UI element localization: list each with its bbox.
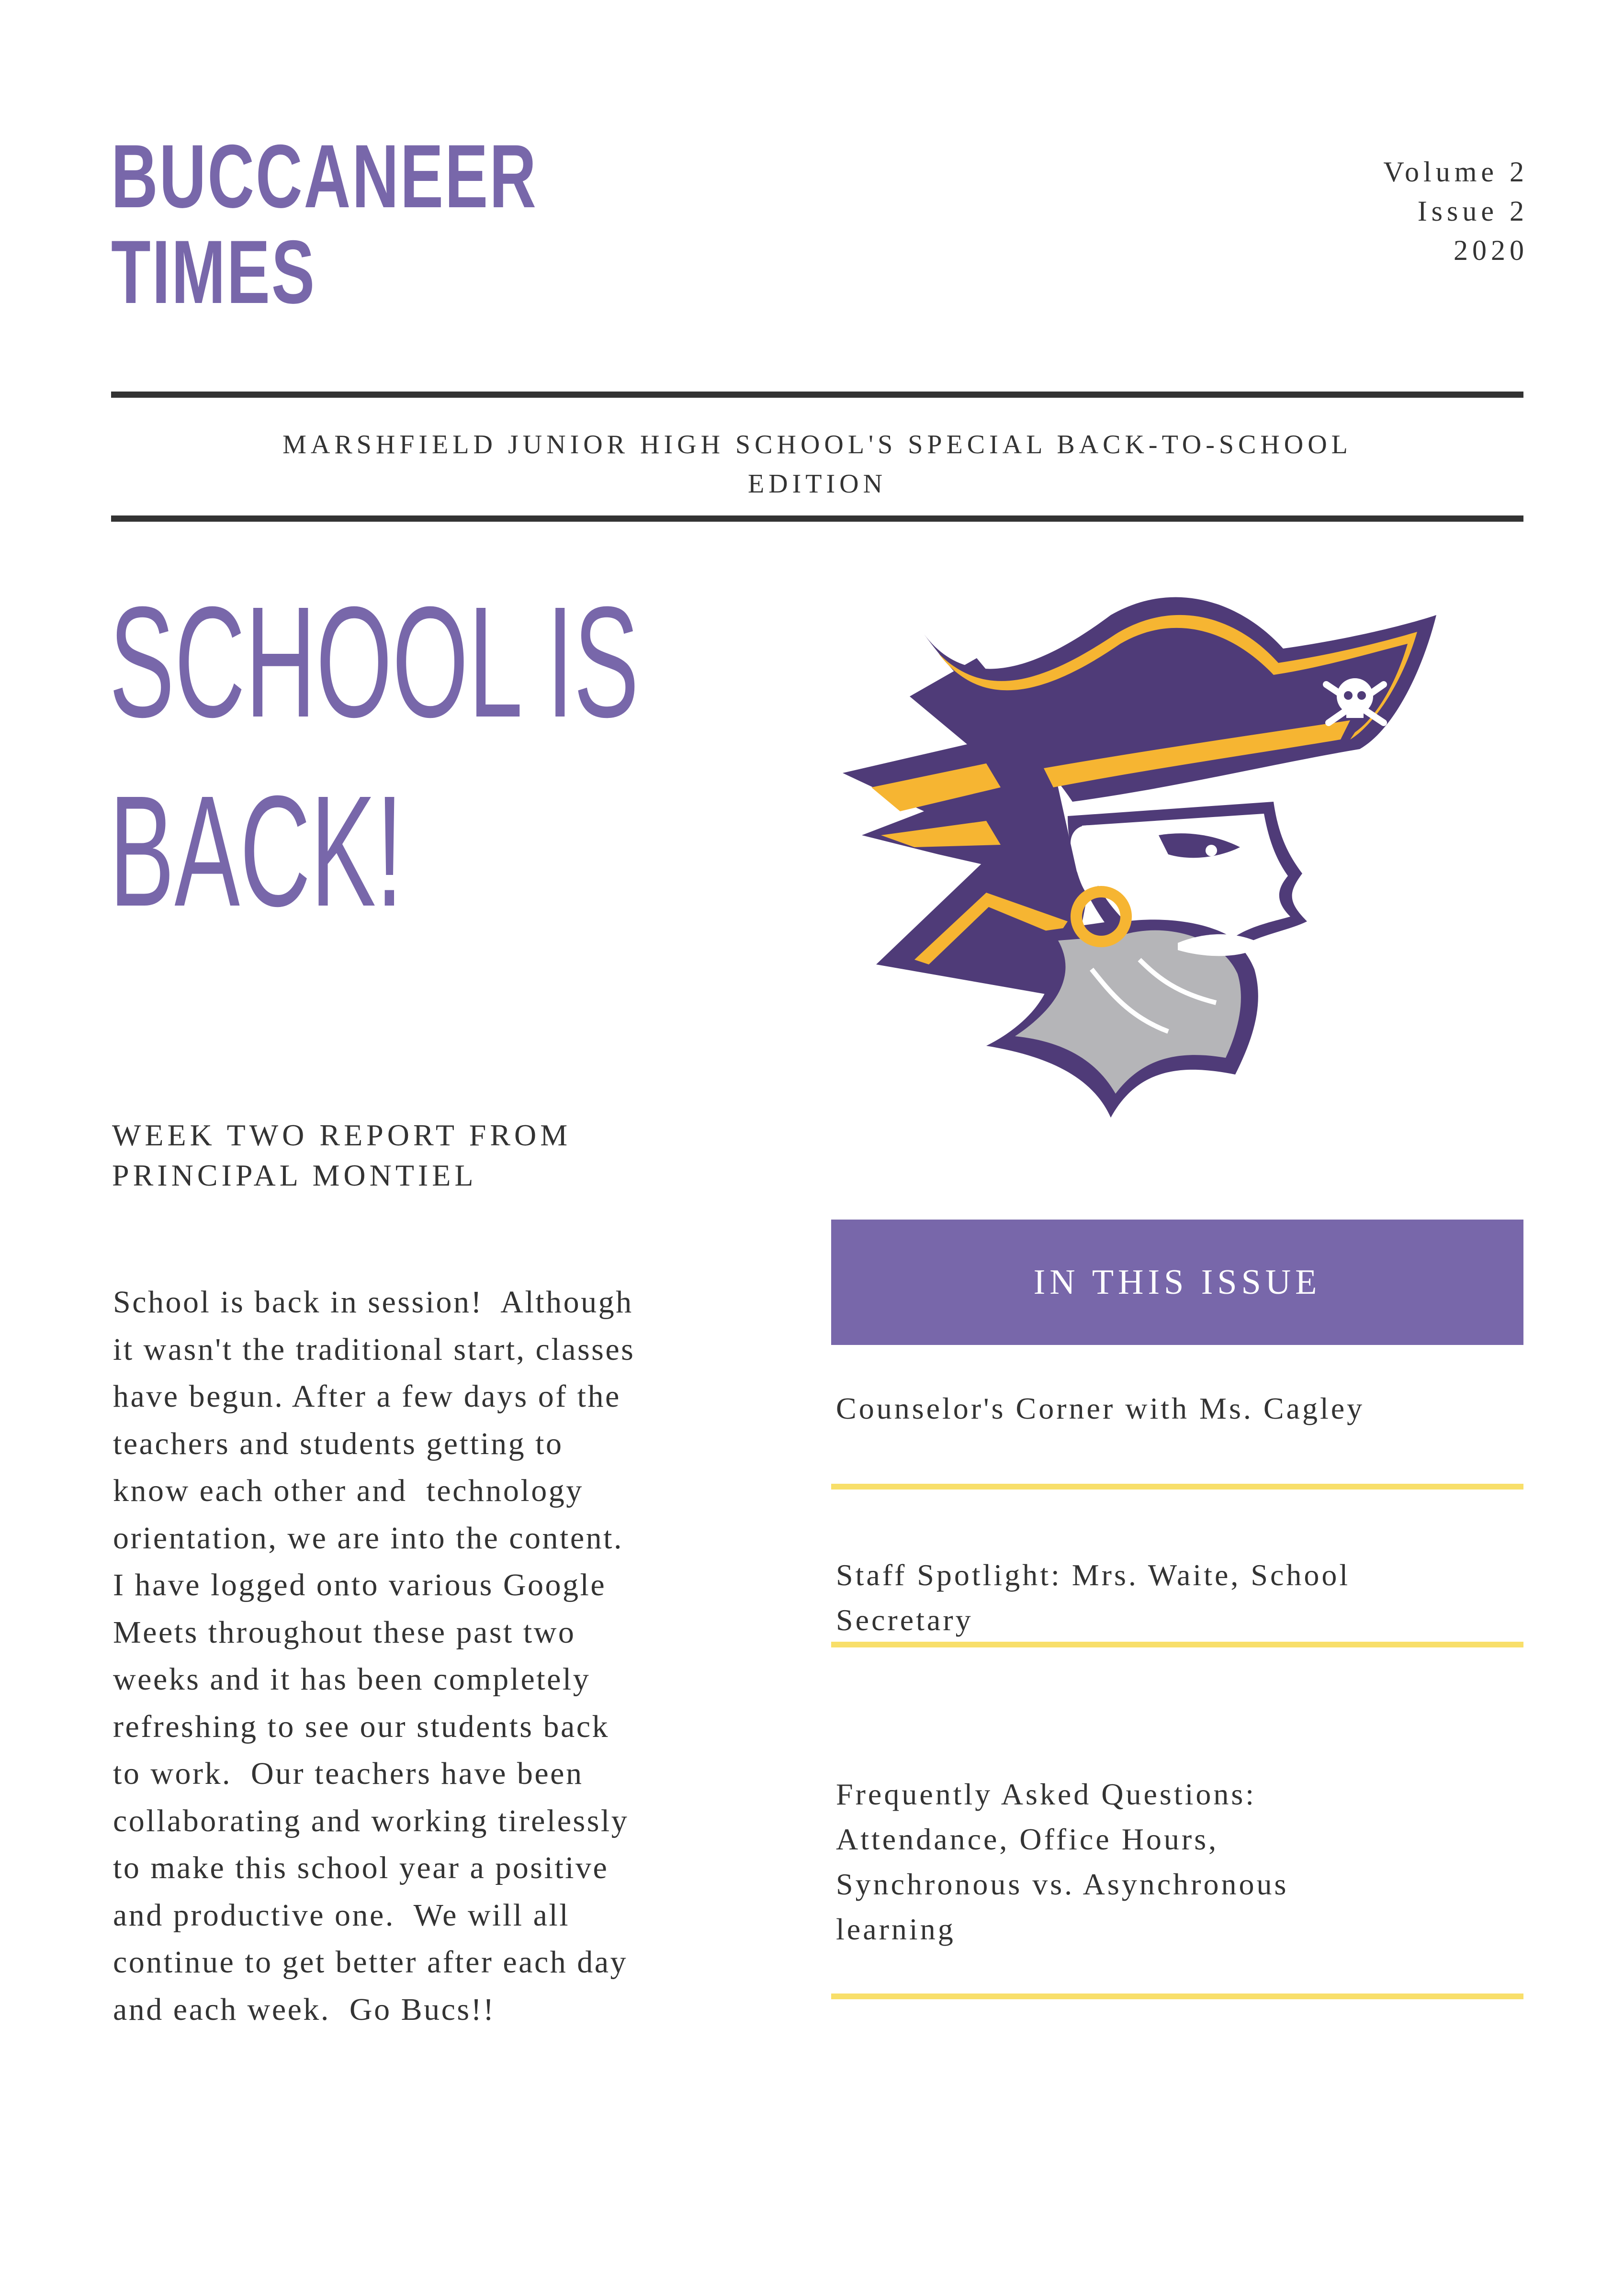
subhead-line: WEEK TWO REPORT FROM xyxy=(112,1118,572,1152)
issue-label: Issue 2 xyxy=(1417,195,1528,227)
volume-label: Volume 2 xyxy=(1383,156,1528,188)
edition-banner xyxy=(111,425,1523,504)
toc-divider xyxy=(831,1484,1523,1490)
body-line: have begun. After a few days of the xyxy=(113,1379,621,1414)
toc-item-faq xyxy=(836,1772,1516,1952)
body-line: collaborating and working tirelessly xyxy=(113,1803,629,1838)
body-line: teachers and students getting to xyxy=(113,1426,564,1461)
toc-divider xyxy=(831,1994,1523,1999)
toc-item-line: Synchronous vs. Asynchronous xyxy=(836,1867,1289,1901)
divider-top xyxy=(111,392,1523,398)
article-subhead xyxy=(112,1115,571,1196)
headline-line: BACK! xyxy=(109,762,404,939)
article-body xyxy=(113,1279,822,2033)
divider-bottom xyxy=(111,515,1523,522)
headline-line: SCHOOL IS xyxy=(109,573,639,750)
subhead-line: PRINCIPAL MONTIEL xyxy=(112,1158,477,1192)
toc-item-line: learning xyxy=(836,1912,956,1946)
page-headline xyxy=(109,567,639,945)
masthead-line: BUCCANEER xyxy=(111,126,538,226)
edition-line: MARSHFIELD JUNIOR HIGH SCHOOL'S SPECIAL BACK-TO-SCHOOL xyxy=(282,430,1352,459)
toc-item-counselors-corner xyxy=(836,1386,1516,1431)
eye xyxy=(1206,845,1217,856)
body-line: refreshing to see our students back xyxy=(113,1709,610,1744)
body-line: Meets throughout these past two xyxy=(113,1614,576,1650)
year-label: 2020 xyxy=(1454,235,1528,266)
toc-item-line: Counselor's Corner with Ms. Cagley xyxy=(836,1391,1365,1425)
masthead-line: TIMES xyxy=(111,222,316,322)
in-this-issue-header: IN THIS ISSUE xyxy=(831,1220,1523,1345)
toc-item-line: Secretary xyxy=(836,1603,973,1637)
toc-item-line: Attendance, Office Hours, xyxy=(836,1822,1219,1856)
body-line: it wasn't the traditional start, classes xyxy=(113,1332,635,1367)
body-line: I have logged onto various Google xyxy=(113,1568,607,1602)
toc-divider xyxy=(831,1642,1523,1647)
body-line: and each week. Go Bucs!! xyxy=(113,1992,496,2027)
body-line: and productive one. We will all xyxy=(113,1897,570,1933)
toc-item-line: Staff Spotlight: Mrs. Waite, School xyxy=(836,1558,1351,1592)
issue-info xyxy=(1383,152,1528,270)
body-line: to work. Our teachers have been xyxy=(113,1756,584,1791)
body-line: orientation, we are into the content. xyxy=(113,1520,624,1556)
edition-line: EDITION xyxy=(747,469,887,499)
toc-item-staff-spotlight xyxy=(836,1553,1516,1643)
masthead-title xyxy=(111,128,538,320)
body-line: know each other and technology xyxy=(113,1473,584,1508)
body-line: continue to get better after each day xyxy=(113,1945,628,1980)
toc-item-line: Frequently Asked Questions: xyxy=(836,1777,1257,1811)
body-line: weeks and it has been completely xyxy=(113,1662,591,1697)
body-line: to make this school year a positive xyxy=(113,1850,609,1885)
body-line: School is back in session! Although xyxy=(113,1285,633,1320)
pirate-mascot-logo xyxy=(843,586,1465,1122)
